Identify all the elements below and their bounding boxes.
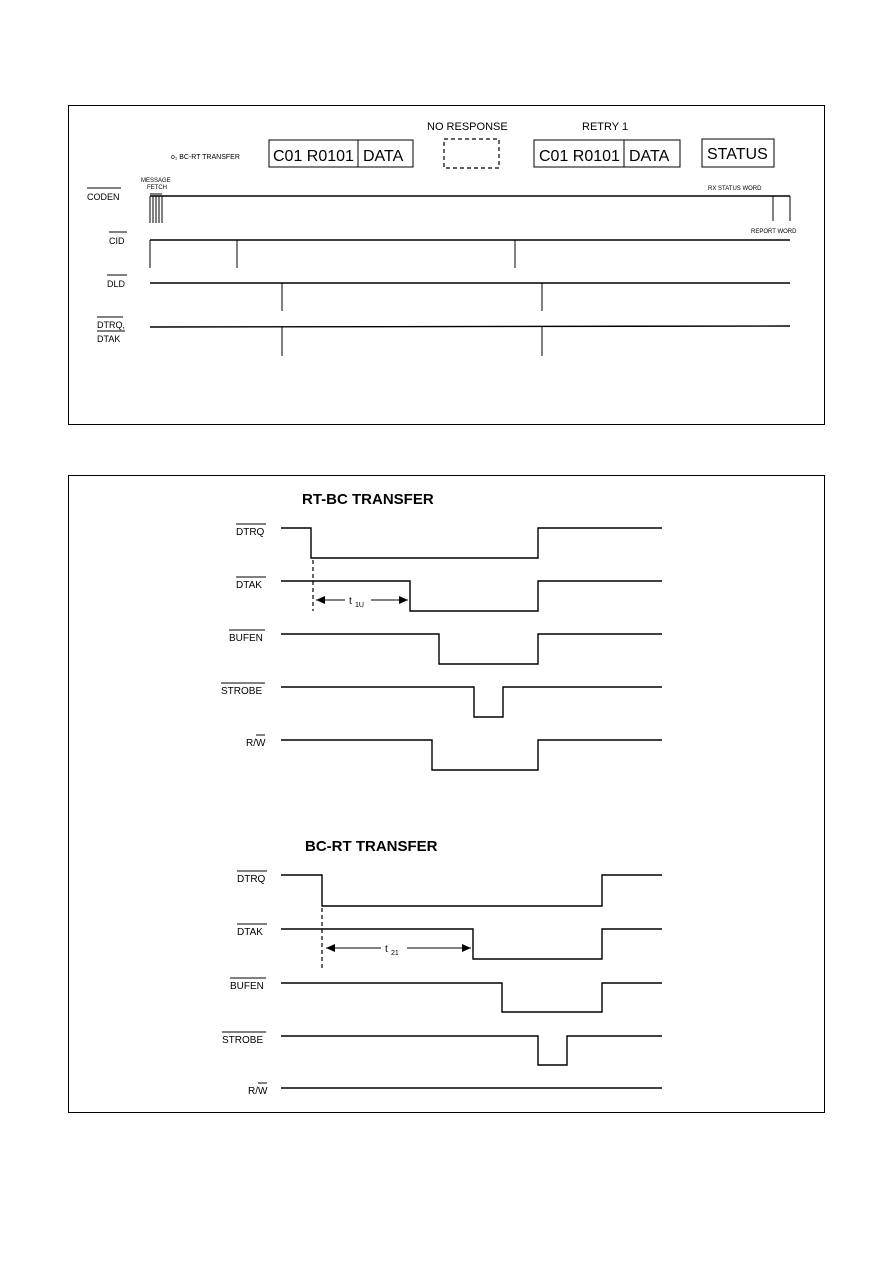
svg-text:R/W: R/W: [248, 1086, 268, 1097]
rx-status-word-label: RX STATUS WORD: [708, 186, 762, 192]
no-response-label: NO RESPONSE: [427, 121, 508, 133]
rt-bc-waveform-strobe: [281, 687, 662, 717]
no-response-box: [444, 139, 499, 168]
bc-rt-timing-marker: [322, 908, 471, 968]
rt-bc-waveform-dtrq: [281, 528, 662, 558]
signal-label-cid: [109, 232, 127, 246]
svg-text:STROBE: STROBE: [222, 1035, 264, 1046]
rt-bc-timing-subscript: 1U: [355, 602, 364, 609]
bc-rt-label-strobe: [222, 1032, 266, 1046]
bc-rt-label-dtak: [237, 924, 267, 938]
bc-rt-timing-label: t: [385, 944, 388, 955]
svg-text:DTAK: DTAK: [97, 334, 121, 344]
bc-rt-label-bufen: [230, 978, 266, 992]
rt-bc-waveform-bufen: [281, 634, 662, 664]
waveform-cid: [150, 240, 790, 268]
bc-rt-waveform-dtrq: [281, 875, 662, 906]
bc-rt-label-rw: [248, 1083, 268, 1097]
message-sequence-diagram: [69, 106, 826, 426]
signal-label-dld: [107, 275, 127, 289]
status-word: STATUS: [707, 146, 768, 163]
message-sequence-panel: [68, 105, 825, 425]
command-word-1: C01 R0101: [273, 148, 354, 165]
bc-rt-waveform-strobe: [281, 1036, 662, 1065]
svg-text:DTRQ,: DTRQ,: [97, 320, 125, 330]
bc-rt-waveform-dtak: [281, 929, 662, 959]
svg-text:BUFEN: BUFEN: [229, 633, 263, 644]
handshake-timing-diagram: [69, 476, 826, 1114]
data-word-2: DATA: [629, 148, 670, 165]
transfer-label: o₁ BC-RT TRANSFER: [171, 154, 240, 161]
bc-rt-timing-subscript: 21: [391, 950, 399, 957]
message-fetch-label-2: FETCH: [147, 185, 167, 191]
svg-text:R/W: R/W: [246, 738, 266, 749]
rt-bc-title: RT-BC TRANSFER: [302, 491, 434, 508]
rt-bc-waveform-rw: [281, 740, 662, 770]
rt-bc-label-dtak: [236, 577, 266, 591]
report-word-label: REPORT WORD: [751, 229, 797, 235]
retry-label: RETRY 1: [582, 121, 629, 133]
svg-text:CODEN: CODEN: [87, 192, 120, 202]
bc-rt-label-dtrq: [237, 871, 267, 885]
handshake-timing-panel: [68, 475, 825, 1113]
rt-bc-label-dtrq: [236, 524, 266, 538]
signal-label-coden: [87, 188, 121, 202]
rt-bc-waveform-dtak: [281, 581, 662, 611]
data-word-1: DATA: [363, 148, 404, 165]
svg-text:DLD: DLD: [107, 279, 126, 289]
waveform-dtrq-dtak: [150, 326, 790, 356]
rt-bc-label-bufen: [229, 630, 265, 644]
svg-text:DTAK: DTAK: [237, 927, 263, 938]
message-fetch-label-1: MESSAGE: [141, 178, 171, 184]
signal-label-dtak: [97, 331, 125, 344]
bc-rt-title: BC-RT TRANSFER: [305, 838, 438, 855]
rt-bc-timing-marker: [313, 560, 408, 611]
signal-label-dtrq: [97, 317, 125, 330]
rt-bc-label-strobe: [221, 683, 265, 697]
waveform-coden: [150, 194, 790, 223]
svg-text:DTAK: DTAK: [236, 580, 262, 591]
waveform-dld: [150, 283, 790, 311]
svg-text:STROBE: STROBE: [221, 686, 263, 697]
command-word-2: C01 R0101: [539, 148, 620, 165]
svg-text:DTRQ: DTRQ: [236, 527, 265, 538]
svg-text:DTRQ: DTRQ: [237, 874, 266, 885]
svg-text:CID: CID: [109, 236, 125, 246]
bc-rt-waveform-bufen: [281, 983, 662, 1012]
rt-bc-timing-label: t: [349, 596, 352, 607]
svg-text:BUFEN: BUFEN: [230, 981, 264, 992]
rt-bc-label-rw: [246, 735, 266, 749]
